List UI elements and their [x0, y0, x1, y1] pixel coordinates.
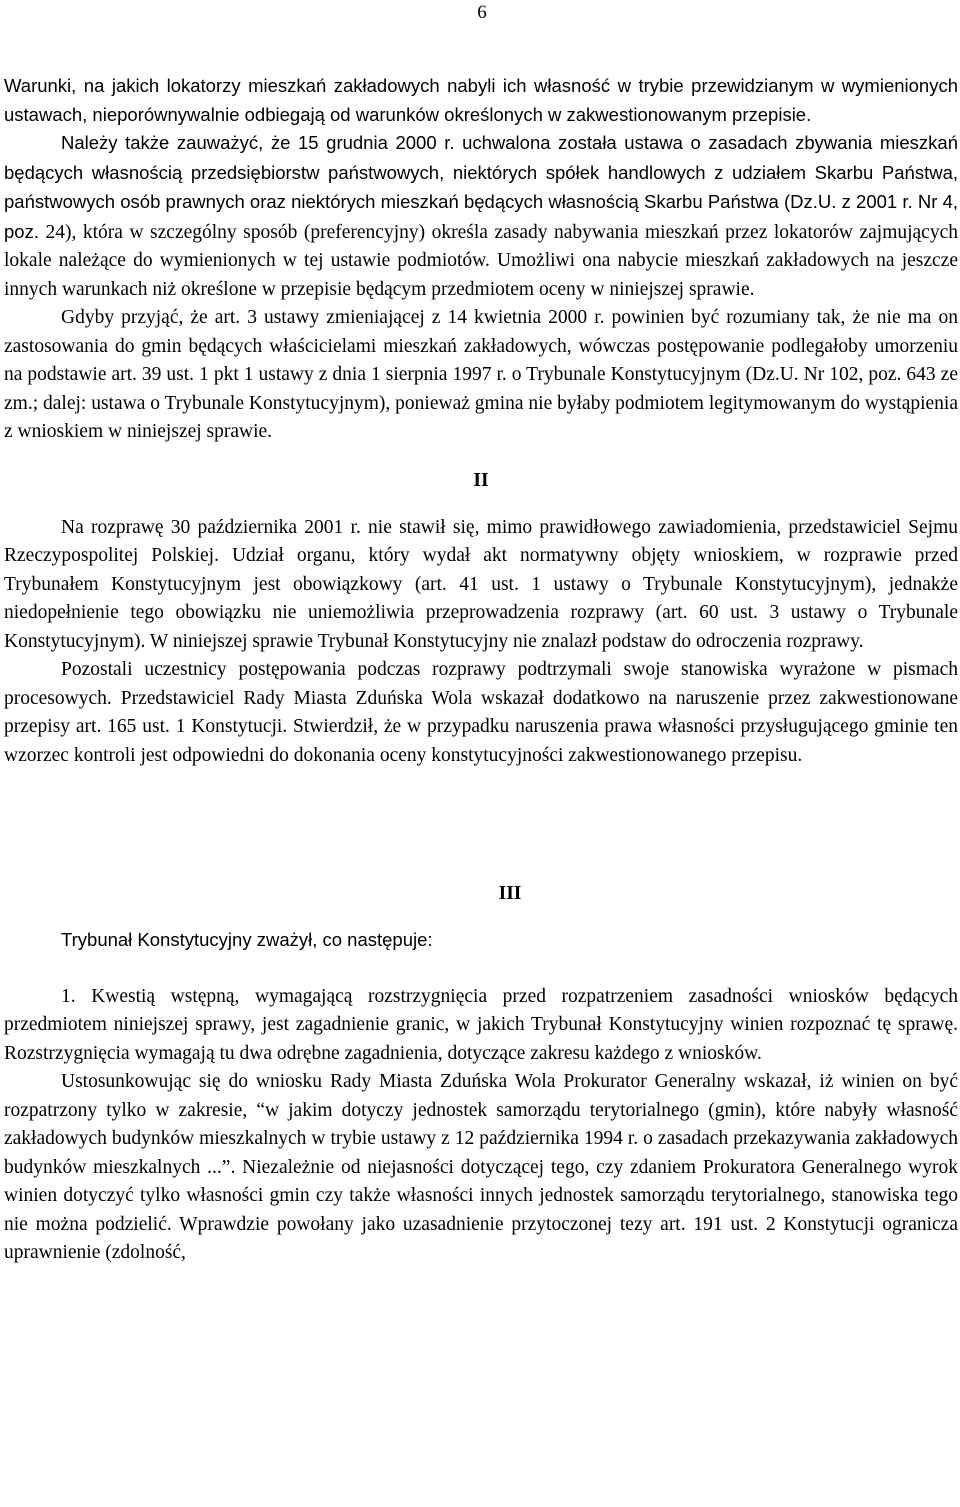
- paragraph-december-2000-tail: 24), która w szczególny sposób (preferencyjny) określa zasady nabywania mieszkań przez lokatorów zajmujących lokale należące do wymienionych w tej ustawie podmiotów. Umożliwi ona nabycie mieszkań zakładowych na jeszcze innych warunkach niż określone w przepisie będącym przedmiotem oceny w niniejszej sprawie.: [4, 221, 958, 300]
- paragraph-december-2000-body: uchwalona została ustawa o zasadach zbywania mieszkań będących własnością przedsiębiorstw państwowych, niektórych spółek handlowych z udziałem Skarbu Państwa, państwowych osób prawnych oraz niektórych mieszkań będących własnością Skarbu Państwa (Dz.U. z 2001 r. Nr 4, poz.: [4, 132, 958, 242]
- section-heading-iii: III: [498, 883, 522, 904]
- section-heading-ii: II: [473, 469, 489, 491]
- document-body: [4, 72, 958, 1268]
- paragraph-december-2000-lead: Należy także zauważyć, że 15 grudnia 2000 r.: [61, 132, 455, 153]
- section-ii-paragraph-1: Na rozprawę 30 października 2001 r. nie stawił się, mimo prawidłowego zawiadomienia, przedstawiciel Sejmu Rzeczypospolitej Polskiej. Udział organu, który wydał akt normatywny objęty wnioskiem, w rozprawie przed Trybunałem Konstytucyjnym jest obowiązkowy (art. 41 ust. 1 ustawy o Trybunale Konstytucyjnym), jednakże niedopełnienie tego obowiązku nie uniemożliwia przeprowadzenia rozprawy (art. 60 ust. 3 ustawy o Trybunale Konstytucyjnym). W niniejszej sprawie Trybunał Konstytucyjny nie znalazł podstaw do odroczenia rozprawy.: [4, 516, 958, 652]
- page-number: 6: [477, 2, 487, 23]
- section-iii-paragraph-1: 1. Kwestią wstępną, wymagającą rozstrzygnięcia przed rozpatrzeniem zasadności wniosków będących przedmiotem niniejszej sprawy, jest zagadnienie granic, w jakich Trybunał Konstytucyjny winien rozpoznać tę sprawę. Rozstrzygnięcia wymagają tu dwa odrębne zagadnienia, dotyczące zakresu każdego z wniosków.: [4, 985, 958, 1064]
- paragraph-intro: Warunki, na jakich lokatorzy mieszkań zakładowych nabyli ich własność w trybie przewidzianym w wymienionych ustawach, nieporównywalnie odbiegają od warunków określonych w zakwestionowanym przepisie.: [4, 75, 958, 125]
- section-iii-intro: Trybunał Konstytucyjny zważył, co następuje:: [61, 929, 433, 950]
- paragraph-gdyby-body: powinien być rozumiany tak, że nie ma on zastosowania do gmin będących właścicielami mieszkań zakładowych, wówczas postępowanie podlegałoby umorzeniu na podstawie art. 39 ust. 1 pkt 1 ustawy z dnia 1 sierpnia 1997 r. o Trybunale Konstytucyjnym (Dz.U. Nr 102, poz. 643 ze zm.; dalej: ustawa o Trybunale Konstytucyjnym), ponieważ gmina nie byłaby podmiotem legitymowanym do wystąpienia z wnioskiem w niniejszej sprawie.: [4, 307, 958, 442]
- paragraph-december-2000: [4, 129, 958, 304]
- paragraph-gdyby: [4, 304, 958, 447]
- section-ii-paragraph-2: Pozostali uczestnicy postępowania podczas rozprawy podtrzymali swoje stanowiska wyrażone w pismach procesowych. Przedstawiciel Rady Miasta Zduńska Wola wskazał dodatkowo na naruszenie przez zakwestionowane przepisy art. 165 ust. 1 Konstytucji. Stwierdził, że w przypadku naruszenia prawa własności przysługującego gminie ten wzorzec kontroli jest odpowiedni do dokonania oceny konstytucyjności zakwestionowanego przepisu.: [4, 659, 958, 766]
- section-iii-paragraph-2: Ustosunkowując się do wniosku Rady Miasta Zduńska Wola Prokurator Generalny wskazał, iż winien on być rozpatrzony tylko w zakresie, “w jakim dotyczy jednostek samorządu terytorialnego (gmin), które nabyły własność zakładowych budynków mieszkalnych w trybie ustawy z 12 października 1994 r. o zasadach przekazywania zakładowych budynków mieszkalnych ...”. Niezależnie od niejasności dotyczącej tego, czy zdaniem Prokuratora Generalnego wyrok winien dotyczyć tylko własności gmin czy także własności innych jednostek samorządu terytorialnego, stanowiska tego nie można podzielić. Wprawdzie powołany jako uzasadnienie przytoczonej tezy art. 191 ust. 2 Konstytucji ogranicza uprawnienie (zdolność,: [4, 1071, 958, 1263]
- paragraph-gdyby-lead: Gdyby przyjąć, że art. 3 ustawy zmieniającej z 14 kwietnia 2000 r.: [61, 307, 605, 328]
